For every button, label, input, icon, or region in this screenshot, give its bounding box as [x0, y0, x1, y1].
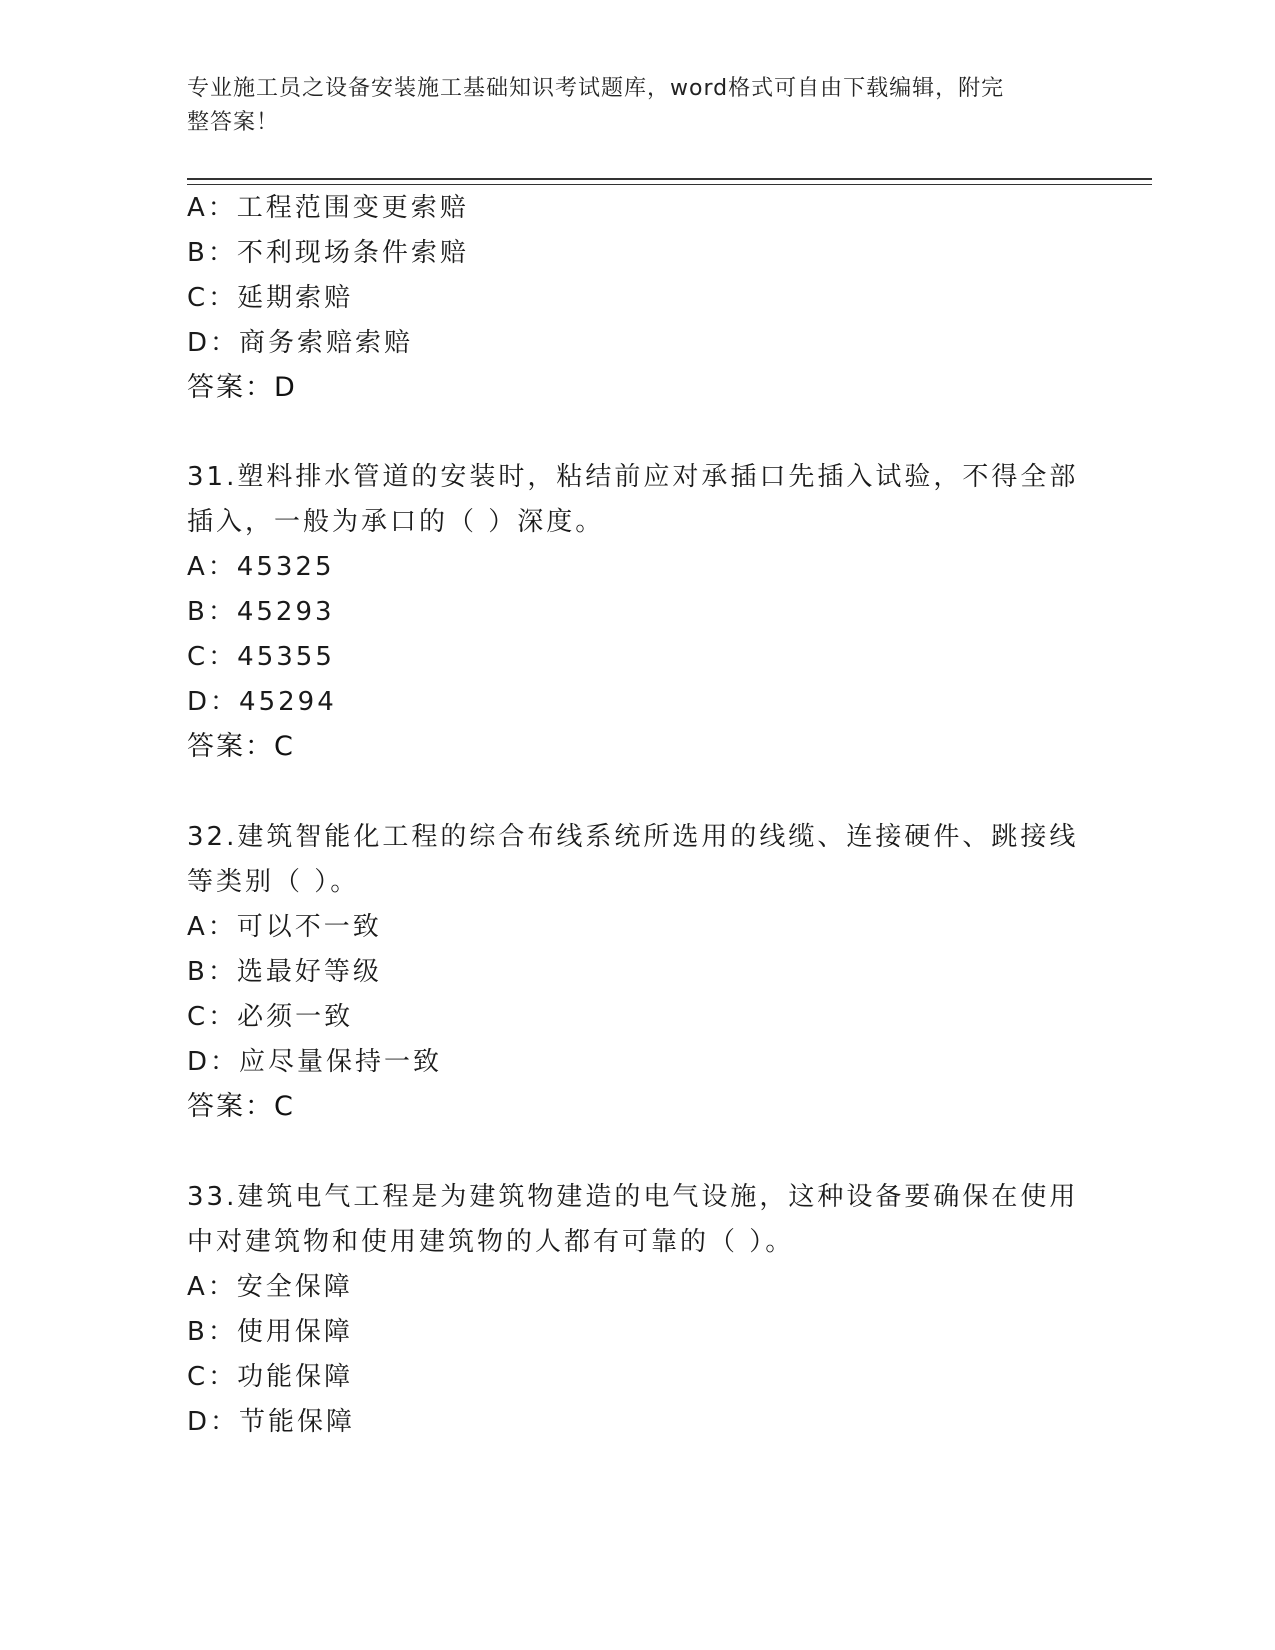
- option-a: A：45325: [187, 552, 335, 582]
- answer-line: 答案：C: [187, 1091, 295, 1122]
- option-d: D：45294: [187, 687, 337, 717]
- option-b: B：选最好等级: [187, 957, 382, 987]
- header-line-2: 整答案！: [187, 110, 280, 135]
- option-c: C：延期索赔: [187, 283, 354, 313]
- question-33-stem-line-2: 中对建筑物和使用建筑物的人都有可靠的（ ）。: [187, 1227, 795, 1257]
- page-header: [187, 72, 1067, 140]
- question-32-stem-line-2: 等类别（ ）。: [187, 867, 360, 897]
- option-d: D：节能保障: [187, 1407, 356, 1437]
- option-b: B：45293: [187, 597, 335, 627]
- question-31-stem-line-2: 插入，一般为承口的（ ）深度。: [187, 507, 605, 537]
- option-c: C：功能保障: [187, 1362, 354, 1392]
- option-b: B：不利现场条件索赔: [187, 238, 469, 268]
- option-d: D：商务索赔索赔: [187, 328, 414, 358]
- option-c: C：45355: [187, 642, 335, 672]
- option-d: D：应尽量保持一致: [187, 1047, 443, 1077]
- header-line-1: 专业施工员之设备安装施工基础知识考试题库，word格式可自由下载编辑，附完: [187, 76, 1005, 101]
- answer-line: 答案：C: [187, 731, 295, 762]
- option-a: A：工程范围变更索赔: [187, 193, 469, 223]
- option-a: A：可以不一致: [187, 912, 382, 942]
- option-c: C：必须一致: [187, 1002, 354, 1032]
- question-32-stem-line-1: 32.建筑智能化工程的综合布线系统所选用的线缆、连接硬件、跳接线: [187, 822, 1079, 852]
- question-33-stem-line-1: 33.建筑电气工程是为建筑物建造的电气设施，这种设备要确保在使用: [187, 1182, 1079, 1212]
- header-divider: [187, 178, 1152, 185]
- answer-line: 答案：D: [187, 372, 297, 403]
- option-b: B：使用保障: [187, 1317, 353, 1347]
- option-a: A：安全保障: [187, 1272, 353, 1302]
- question-31-stem-line-1: 31.塑料排水管道的安装时，粘结前应对承插口先插入试验，不得全部: [187, 462, 1079, 492]
